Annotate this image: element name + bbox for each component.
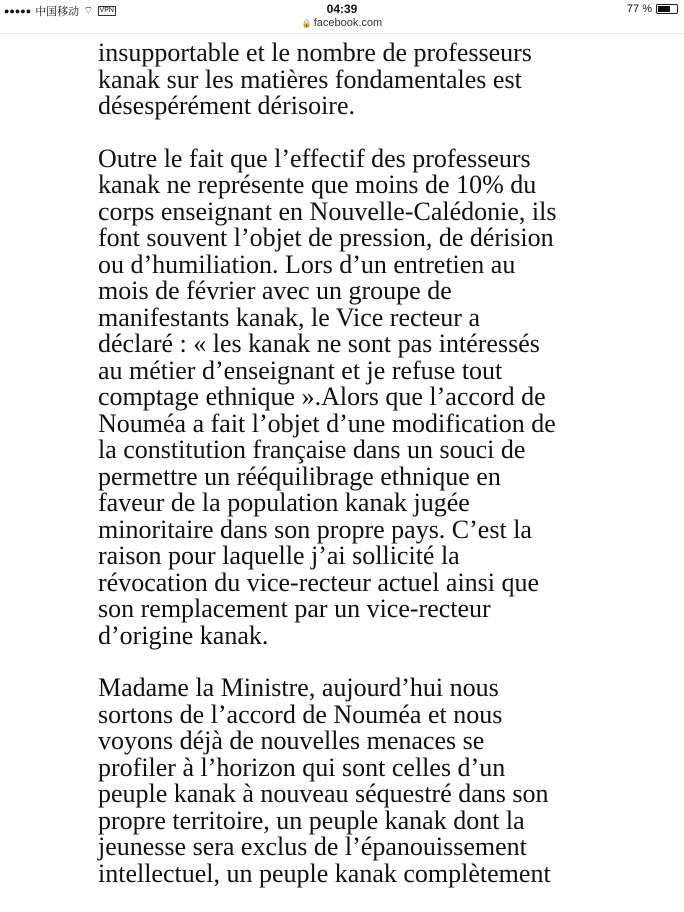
paragraph-gap (98, 649, 618, 675)
paragraph-line: minoritaire dans son propre pays. C’est la (98, 514, 532, 544)
paragraph-line: au métier d’enseignant et je refuse tout (98, 355, 503, 385)
paragraph-line: comptage ethnique ».Alors que l’accord de (98, 382, 546, 411)
paragraph-line: permettre un rééquilibrage ethnique en (98, 461, 501, 491)
paragraph-line: manifestants kanak, le Vice recteur a (98, 302, 481, 332)
battery-icon (656, 4, 678, 14)
battery-fill (658, 6, 670, 12)
wifi-icon: ⌔ (83, 5, 94, 17)
paragraph-line: révocation du vice-recteur actuel ainsi que (98, 567, 540, 597)
paragraph-line: insupportable et le nombre de professeurs (98, 38, 532, 67)
status-time: 04:39 (326, 2, 358, 16)
paragraph-line: kanak ne représente que moins de 10% du (98, 170, 537, 199)
paragraph-line: jeunesse sera exclus de l’épanouissement (98, 832, 527, 861)
status-bar (0, 0, 684, 18)
paragraph-line: d’origine kanak. (98, 620, 269, 650)
paragraph-line: profiler à l’horizon qui sont celles d’un (98, 752, 506, 782)
paragraph-gap (98, 120, 618, 146)
paragraph-line: corps enseignant en Nouvelle-Calédonie, ils (98, 196, 557, 226)
paragraph-line: son remplacement par un vice-recteur (98, 594, 491, 623)
paragraph-line: intellectuel, un peuple kanak complètement (98, 858, 551, 888)
article-paragraph (98, 675, 618, 887)
article-paragraph (98, 143, 618, 650)
paragraph-line: sortons de l’accord de Nouméa et nous (98, 699, 503, 729)
paragraph-line: propre territoire, un peuple kanak dont la (98, 805, 525, 835)
carrier-name: 中国移动 (35, 6, 80, 18)
paragraph-line: font souvent l’objet de pression, de dérision (98, 223, 554, 252)
article-content (98, 40, 618, 887)
paragraph-line: la constitution française dans un souci de (98, 435, 526, 464)
paragraph-line: mois de février avec un groupe de (98, 276, 452, 305)
paragraph-line: raison pour laquelle j’ai sollicité la (98, 541, 460, 570)
article-paragraph (98, 40, 618, 120)
paragraph-line: kanak sur les matières fondamentales est (98, 64, 522, 94)
status-right (627, 3, 678, 15)
paragraph-line: déclaré : « les kanak ne sont pas intéressés (98, 329, 540, 358)
paragraph-line: Outre le fait que l’effectif des professeurs (98, 143, 531, 173)
paragraph-line: voyons déjà de nouvelles menaces se (98, 726, 485, 755)
vpn-badge: VPN (99, 7, 114, 14)
paragraph-line: Madame la Ministre, aujourd’hui nous (98, 673, 499, 702)
paragraph-line: faveur de la population kanak jugée (98, 488, 470, 517)
signal-strength-icon: ●●●●● (4, 6, 32, 16)
battery-percent: 77 % (626, 3, 652, 15)
paragraph-line: Nouméa a fait l’objet d’une modification de (98, 408, 556, 438)
paragraph-line: ou d’humiliation. Lors d’un entretien au (98, 249, 516, 279)
paragraph-line: peuple kanak à nouveau séquestré dans son (98, 779, 549, 808)
paragraph-line: désespérément dérisoire. (98, 91, 356, 120)
lock-icon: 🔒 (301, 19, 312, 28)
url-domain: facebook.com (313, 17, 383, 29)
url-bar[interactable] (0, 17, 684, 34)
